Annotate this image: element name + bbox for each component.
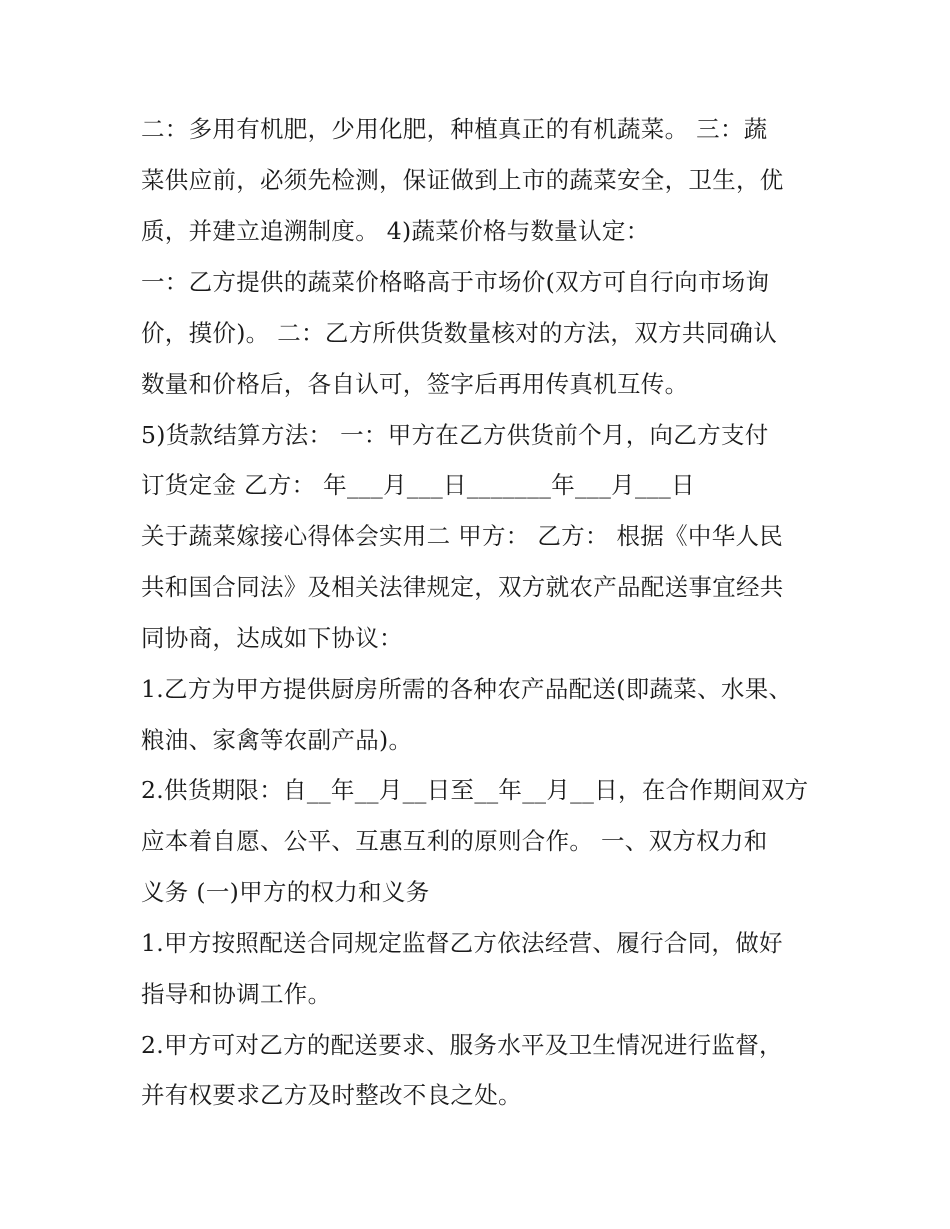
text-line-15: 应本着自愿、公平、互惠互利的原则合作。 一、双方权力和: [141, 827, 768, 855]
text-line-3: 质，并建立追溯制度。 4)蔬菜价格与数量认定：: [141, 217, 650, 245]
text-line-19: 2.甲方可对乙方的配送要求、服务水平及卫生情况进行监督，: [141, 1031, 783, 1059]
text-line-9: 关于蔬菜嫁接心得体会实用二 甲方： 乙方： 根据《中华人民: [141, 522, 784, 550]
text-line-7: 5)货款结算方法： 一：甲方在乙方供货前个月，向乙方支付: [141, 421, 769, 449]
text-line-17: 1.甲方按照配送合同规定监督乙方依法经营、履行合同，做好: [141, 929, 783, 957]
text-line-16: 义务 (一)甲方的权力和义务: [141, 878, 430, 906]
text-line-13: 粮油、家禽等农副产品)。: [141, 726, 413, 754]
text-line-10: 共和国合同法》及相关法律规定，双方就农产品配送事宜经共: [141, 573, 784, 601]
text-line-12: 1.乙方为甲方提供厨房所需的各种农产品配送(即蔬菜、水果、: [141, 675, 793, 703]
text-line-4: 一：乙方提供的蔬菜价格略高于市场价(双方可自行向市场询: [141, 268, 770, 296]
text-line-5: 价，摸价)。 二：乙方所供货数量核对的方法，双方共同确认: [141, 319, 778, 347]
text-line-8: 订货定金 乙方： 年___月___日_______年___月___日: [141, 471, 695, 499]
text-line-1: 二：多用有机肥，少用化肥，种植真正的有机蔬菜。 三：蔬: [141, 115, 768, 143]
text-line-6: 数量和价格后，各自认可，签字后再用传真机互传。: [141, 370, 689, 398]
text-line-20: 并有权要求乙方及时整改不良之处。: [141, 1081, 522, 1109]
text-line-11: 同协商，达成如下协议：: [141, 624, 403, 652]
text-line-2: 菜供应前，必须先检测，保证做到上市的蔬菜安全，卫生，优: [141, 166, 784, 194]
text-line-18: 指导和协调工作。: [141, 980, 332, 1008]
text-line-14: 2.供货期限：自__年__月__日至__年__月__日，在合作期间双方: [141, 776, 809, 804]
